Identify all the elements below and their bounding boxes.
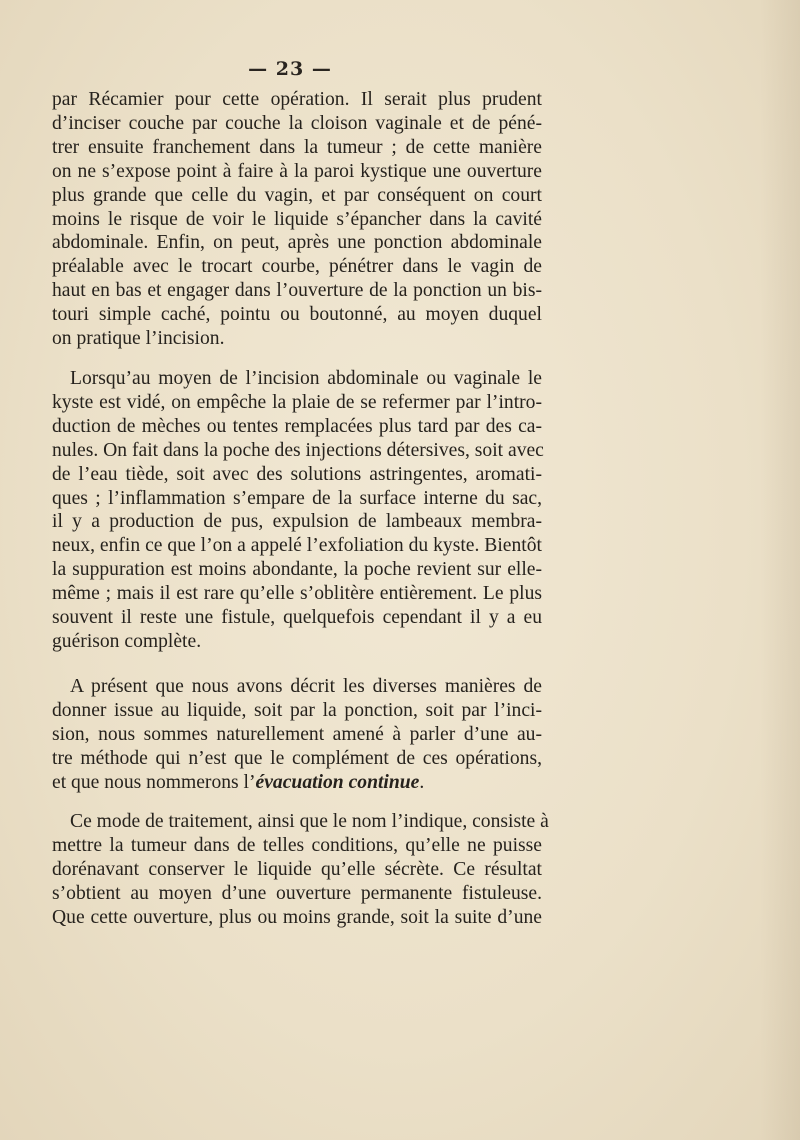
text-line: de l’eau tiède, soit avec des solutions astringentes, aromati- bbox=[52, 463, 542, 485]
text-line: il y a production de pus, expulsion de lambeaux membra- bbox=[52, 511, 542, 533]
text-line: souvent il reste une fistule, quelquefois cependant il y a eu bbox=[52, 607, 542, 629]
paragraph-4 bbox=[52, 810, 549, 930]
page-number: — 23 — bbox=[248, 58, 332, 80]
text-line: on pratique l’incision. bbox=[52, 328, 225, 350]
text-line: Que cette ouverture, plus ou moins grande, soit la suite d’une bbox=[52, 906, 542, 928]
text-line: haut en bas et engager dans l’ouverture de la ponction un bis- bbox=[52, 280, 542, 302]
text-line: moins le risque de voir le liquide s’épancher dans la cavité bbox=[52, 208, 542, 230]
paragraph-2 bbox=[52, 367, 542, 654]
text-fragment: et que nous nommerons l’ bbox=[52, 771, 256, 793]
paragraph-3 bbox=[52, 675, 542, 795]
text-line: préalable avec le trocart courbe, pénétrer dans le vagin de bbox=[52, 256, 542, 278]
text-line: sion, nous sommes naturellement amené à parler d’une au- bbox=[52, 723, 542, 745]
text-line: abdominale. Enfin, on peut, après une ponction abdominale bbox=[52, 232, 542, 254]
text-line: guérison complète. bbox=[52, 630, 202, 652]
text-line: mettre la tumeur dans de telles conditions, qu’elle ne puisse bbox=[52, 834, 542, 856]
text-fragment: . bbox=[419, 771, 425, 793]
text-line: la suppuration est moins abondante, la poche revient sur elle- bbox=[52, 559, 542, 581]
text-line: duction de mèches ou tentes remplacées plus tard par des ca- bbox=[52, 415, 542, 437]
page-edge-shadow bbox=[760, 0, 800, 1140]
text-line: trer ensuite franchement dans la tumeur ; de cette manière bbox=[52, 136, 542, 158]
paragraph-1 bbox=[52, 88, 542, 351]
text-line: nules. On fait dans la poche des injections détersives, soit avec bbox=[52, 439, 544, 461]
text-line: dorénavant conserver le liquide qu’elle sécrète. Ce résultat bbox=[52, 858, 542, 880]
text-line: tre méthode qui n’est que le complément de ces opérations, bbox=[52, 747, 542, 769]
text-line: A présent que nous avons décrit les diverses manières de bbox=[70, 676, 542, 697]
text-line: touri simple caché, pointu ou boutonné, au moyen duquel bbox=[52, 304, 542, 326]
text-line: même ; mais il est rare qu’elle s’oblitère entièrement. Le plus bbox=[52, 583, 542, 605]
text-line: kyste est vidé, on empêche la plaie de se refermer par l’intro- bbox=[52, 391, 542, 413]
emphasized-term: évacuation continue bbox=[255, 771, 420, 793]
text-line: d’inciser couche par couche la cloison vaginale et de péné- bbox=[52, 112, 542, 134]
text-line: neux, enfin ce que l’on a appelé l’exfoliation du kyste. Bientôt bbox=[52, 535, 542, 557]
text-line: Lorsqu’au moyen de l’incision abdominale ou vaginale le bbox=[70, 368, 542, 389]
text-line: on ne s’expose point à faire à la paroi kystique une ouverture bbox=[52, 160, 542, 182]
text-line: plus grande que celle du vagin, et par conséquent on court bbox=[52, 184, 542, 206]
text-line bbox=[52, 771, 542, 795]
text-line: s’obtient au moyen d’une ouverture permanente fistuleuse. bbox=[52, 882, 542, 904]
text-line: donner issue au liquide, soit par la ponction, soit par l’inci- bbox=[52, 699, 542, 721]
text-line: Ce mode de traitement, ainsi que le nom l’indique, consiste à bbox=[70, 811, 549, 832]
text-line: ques ; l’inflammation s’empare de la surface interne du sac, bbox=[52, 487, 542, 509]
text-line: par Récamier pour cette opération. Il serait plus prudent bbox=[52, 89, 542, 110]
